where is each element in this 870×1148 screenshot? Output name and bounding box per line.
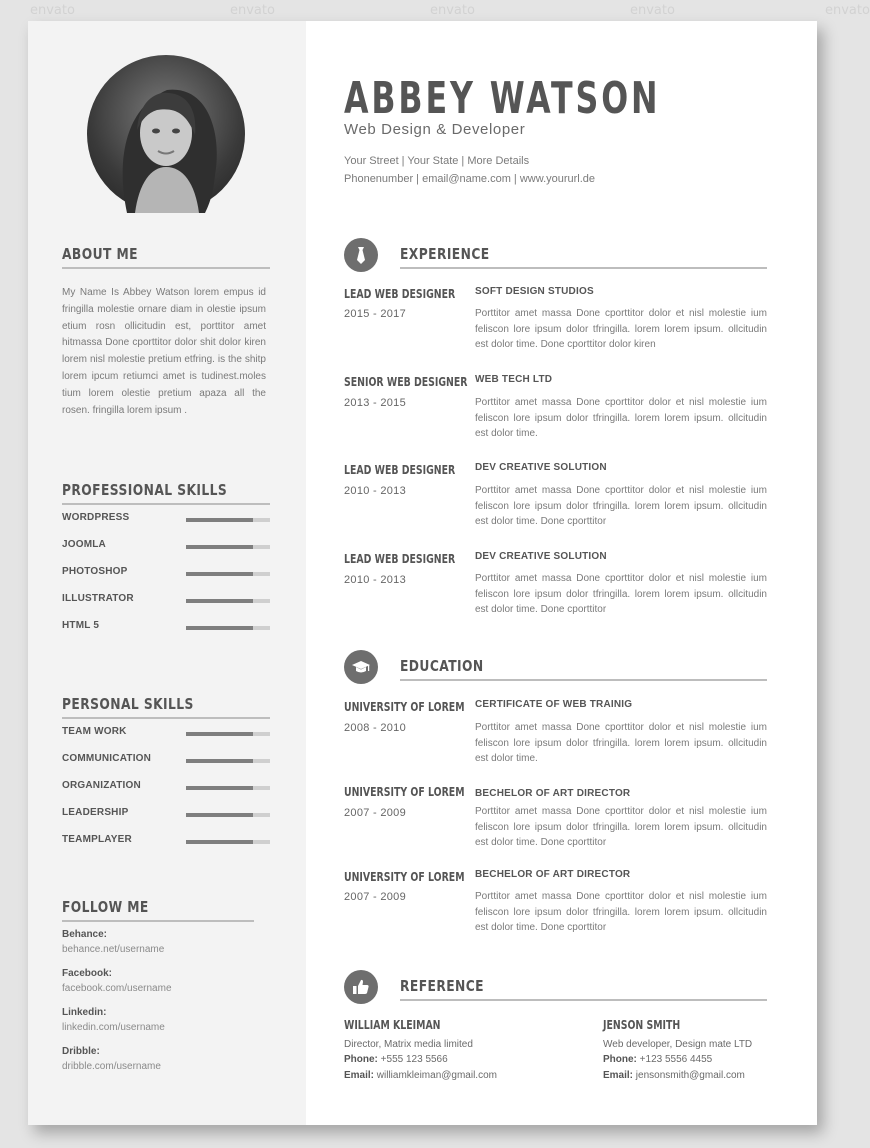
reference-name: JENSON SMITH: [603, 1018, 681, 1032]
follow-label-dribble: Dribble:: [62, 1046, 100, 1057]
skill-bar-fill: [186, 599, 253, 603]
skill-name: ORGANIZATION: [62, 780, 141, 791]
skill-bar-fill: [186, 840, 253, 844]
experience-dates: 2015 - 2017: [344, 308, 407, 320]
skill-bar-fill: [186, 518, 253, 522]
experience-job-title: SENIOR WEB DESIGNER: [344, 375, 468, 389]
skill-row: [62, 566, 270, 580]
skill-bar: [186, 518, 270, 522]
follow-link-behance[interactable]: behance.net/username: [62, 944, 165, 955]
education-dates: 2008 - 2010: [344, 722, 407, 734]
skill-row: [62, 539, 270, 553]
skill-bar: [186, 572, 270, 576]
skill-bar: [186, 840, 270, 844]
skill-name: TEAMPLAYER: [62, 834, 132, 845]
education-section-icon: [344, 650, 378, 684]
reference-phone-line: [344, 1054, 448, 1065]
contact-address: Your Street | Your State | More Details: [344, 155, 530, 167]
skill-name: ILLUSTRATOR: [62, 593, 134, 604]
skill-row: [62, 726, 270, 740]
education-degree: BECHELOR OF ART DIRECTOR: [475, 869, 631, 880]
education-degree: BECHELOR OF ART DIRECTOR: [475, 788, 631, 799]
personal-skills-title: PERSONAL SKILLS: [62, 695, 194, 713]
follow-divider: [62, 920, 254, 922]
skill-bar-fill: [186, 786, 253, 790]
professional-skills-divider: [62, 503, 270, 505]
experience-job-title: LEAD WEB DESIGNER: [344, 287, 456, 301]
skill-name: PHOTOSHOP: [62, 566, 128, 577]
skill-bar: [186, 786, 270, 790]
reference-name: WILLIAM KLEIMAN: [344, 1018, 441, 1032]
education-school: UNIVERSITY OF LOREM: [344, 785, 465, 799]
follow-label-facebook: Facebook:: [62, 968, 113, 979]
skill-bar: [186, 626, 270, 630]
reference-phone-label: Phone:: [603, 1054, 637, 1065]
reference-email-line: [344, 1070, 497, 1081]
thumbs-up-icon: [351, 977, 371, 997]
education-description: Porttitor amet massa Done cporttitor dolor et nisl molestie ium feliscon lore ipsum dolor tfringilla. lorem lorem ipsum. ollcitudin est dolor time. Done cporttitor: [475, 806, 767, 848]
skill-name: JOOMLA: [62, 539, 106, 550]
skill-bar: [186, 813, 270, 817]
skill-name: HTML 5: [62, 620, 100, 631]
profile-name: ABBEY WATSON: [344, 73, 661, 124]
professional-skills-title: PROFESSIONAL SKILLS: [62, 481, 228, 499]
reference-email[interactable]: williamkleiman@gmail.com: [376, 1070, 497, 1081]
portrait-illustration: [87, 55, 245, 213]
skill-row: [62, 620, 270, 634]
watermark: envato: [30, 3, 75, 18]
skill-row: [62, 512, 270, 526]
reference-email[interactable]: jensonsmith@gmail.com: [635, 1070, 745, 1081]
follow-label-behance: Behance:: [62, 929, 108, 940]
about-title: ABOUT ME: [62, 245, 138, 263]
skill-bar-fill: [186, 545, 253, 549]
experience-company: DEV CREATIVE SOLUTION: [475, 462, 607, 473]
experience-description: Porttitor amet massa Done cporttitor dolor et nisl molestie ium feliscon lore ipsum dolor tfringilla. lorem lorem ipsum. ollcitudin est dolor time. Done cporttitor: [475, 485, 767, 527]
experience-description: Porttitor amet massa Done cporttitor dolor et nisl molestie ium feliscon lore ipsum dolor tfringilla. lorem lorem ipsum. ollcitudin est dolor time. Done cporttitor dolor kiren: [475, 308, 767, 350]
skill-name: TEAM WORK: [62, 726, 127, 737]
education-description: Porttitor amet massa Done cporttitor dolor et nisl molestie ium feliscon lore ipsum dolor tfringilla. lorem lorem ipsum. ollcitudin est dolor time. Done cporttitor: [475, 891, 767, 933]
reference-phone-label: Phone:: [344, 1054, 378, 1065]
skill-bar: [186, 599, 270, 603]
tie-icon: [351, 245, 371, 265]
education-dates: 2007 - 2009: [344, 891, 407, 903]
skill-name: LEADERSHIP: [62, 807, 129, 818]
follow-link-dribble[interactable]: dribble.com/username: [62, 1061, 161, 1072]
skill-bar: [186, 545, 270, 549]
contact-details: Phonenumber | email@name.com | www.yoururl.de: [344, 173, 596, 185]
experience-section-icon: [344, 238, 378, 272]
reference-email-line: [603, 1070, 745, 1081]
skill-row: [62, 593, 270, 607]
watermark: envato: [230, 3, 275, 18]
education-degree: CERTIFICATE OF WEB TRAINIG: [475, 699, 633, 710]
skill-bar-fill: [186, 759, 253, 763]
education-dates: 2007 - 2009: [344, 807, 407, 819]
reference-phone-line: [603, 1054, 712, 1065]
skill-bar: [186, 759, 270, 763]
reference-section-icon: [344, 970, 378, 1004]
profile-role: Web Design & Developer: [344, 121, 526, 138]
skill-name: COMMUNICATION: [62, 753, 152, 764]
watermark: envato: [630, 3, 675, 18]
experience-dates: 2010 - 2013: [344, 485, 407, 497]
experience-company: DEV CREATIVE SOLUTION: [475, 551, 607, 562]
follow-link-facebook[interactable]: facebook.com/username: [62, 983, 172, 994]
experience-dates: 2013 - 2015: [344, 397, 407, 409]
skill-row: [62, 780, 270, 794]
follow-title: FOLLOW ME: [62, 898, 149, 916]
reference-email-label: Email:: [603, 1070, 634, 1081]
experience-divider: [400, 267, 767, 269]
graduation-cap-icon: [351, 657, 371, 677]
reference-position: Web developer, Design mate LTD: [603, 1039, 753, 1050]
about-divider: [62, 267, 270, 269]
reference-phone: +123 5556 4455: [639, 1054, 713, 1065]
skill-row: [62, 753, 270, 767]
experience-title: EXPERIENCE: [400, 245, 490, 263]
reference-email-label: Email:: [344, 1070, 375, 1081]
watermark: envato: [825, 3, 870, 18]
personal-skills-divider: [62, 717, 270, 719]
skill-bar: [186, 732, 270, 736]
experience-description: Porttitor amet massa Done cporttitor dolor et nisl molestie ium feliscon lore ipsum dolor tfringilla. lorem lorem ipsum. ollcitudin est dolor time. Done cporttitor: [475, 573, 767, 615]
skill-bar-fill: [186, 572, 253, 576]
experience-job-title: LEAD WEB DESIGNER: [344, 463, 456, 477]
about-text: My Name Is Abbey Watson lorem empus id fringilla molestie ornare diam in olestie ipsum etium rosn ollicitudin est, porttitor amet hitmassa Done cporttitor dolor shit dolor kiren lorem nisl molestie pretium etfring. is the shitp lorem ipcum retiumci amet is tudinest.moles tium lorem olestie pretium apaza all the rosen. fringilla lorem ipsum .: [62, 287, 266, 416]
follow-link-linkedin[interactable]: linkedin.com/username: [62, 1022, 165, 1033]
skill-bar-fill: [186, 626, 253, 630]
sidebar: [28, 21, 306, 1125]
experience-job-title: LEAD WEB DESIGNER: [344, 552, 456, 566]
watermark: envato: [430, 3, 475, 18]
experience-company: WEB TECH LTD: [475, 374, 553, 385]
skill-row: [62, 807, 270, 821]
education-school: UNIVERSITY OF LOREM: [344, 700, 465, 714]
reference-position: Director, Matrix media limited: [344, 1039, 473, 1050]
education-school: UNIVERSITY OF LOREM: [344, 870, 465, 884]
reference-phone: +555 123 5566: [380, 1054, 448, 1065]
skill-name: WORDPRESS: [62, 512, 130, 523]
experience-dates: 2010 - 2013: [344, 574, 407, 586]
experience-company: SOFT DESIGN STUDIOS: [475, 286, 594, 297]
profile-photo: [87, 55, 245, 213]
reference-title: REFERENCE: [400, 977, 484, 995]
experience-description: Porttitor amet massa Done cporttitor dolor et nisl molestie ium feliscon lore ipsum dolor tfringilla. lorem lorem ipsum. ollcitudin est dolor time.: [475, 397, 767, 439]
education-divider: [400, 679, 767, 681]
skill-bar-fill: [186, 813, 253, 817]
skill-bar-fill: [186, 732, 253, 736]
reference-divider: [400, 999, 767, 1001]
follow-label-linkedin: Linkedin:: [62, 1007, 107, 1018]
resume-page: [28, 21, 817, 1125]
skill-row: [62, 834, 270, 848]
education-description: Porttitor amet massa Done cporttitor dolor et nisl molestie ium feliscon lore ipsum dolor tfringilla. lorem lorem ipsum. ollcitudin est dolor time.: [475, 722, 767, 764]
education-title: EDUCATION: [400, 657, 484, 675]
